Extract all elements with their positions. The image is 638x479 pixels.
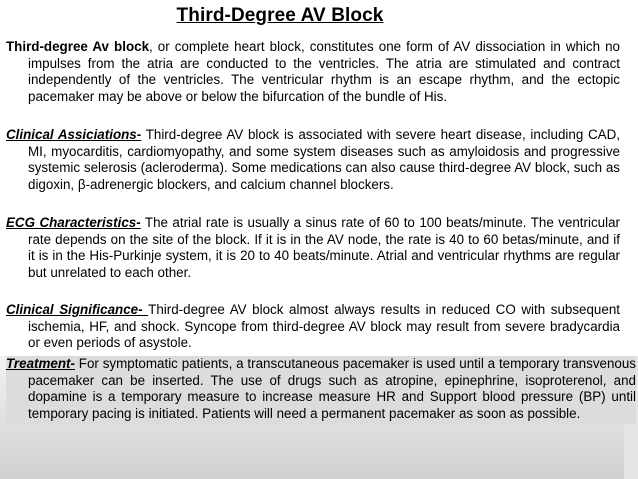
paragraph-heading: ECG Characteristics-	[6, 215, 141, 230]
paragraph-text: Third-degree AV block almost always results in reduced CO with subsequent ischemia, HF, and shock. Syncope from third-degree AV block may result from severe bradycardia or even periods of asystole.	[28, 302, 620, 351]
page-title: Third-Degree AV Block	[176, 5, 384, 26]
paragraph-heading: Treatment-	[6, 356, 75, 371]
paragraph-text: , or complete heart block, constitutes one form of AV dissociation in which no impulses from the atria are conducted to the ventricles. The atria are stimulated and contract independently of the ventricles. The ventricular rhythm is an escape rhythm, and the ectopic pacemaker may be above or below the bifurcation of the bundle of His.	[28, 39, 620, 104]
paragraph-ecg-characteristics	[6, 215, 620, 281]
paragraph-text: The atrial rate is usually a sinus rate of 60 to 100 beats/minute. The ventricular rate depends on the site of the block. If it is in the AV node, the rate is 40 to 60 betas/minute, and if it is in the His-Purkinje system, it is 20 to 40 beats/minute. Atrial and ventricular rhythms are regular but unrelated to each other.	[28, 215, 620, 280]
paragraph-heading: Clinical Assiciations-	[6, 127, 142, 142]
paragraph-clinical-significance	[6, 302, 620, 352]
paragraph-treatment	[6, 356, 636, 424]
paragraph-definition	[6, 39, 620, 105]
paragraph-clinical-associations	[6, 127, 620, 193]
paragraph-heading: Clinical Significance-	[6, 302, 149, 317]
paragraph-text: Third-degree AV block is associated with severe heart disease, including CAD, MI, myocarditis, cardiomyopathy, and some system diseases such as amyloidosis and progressive systemic selerosis (acleroderma). Some medications can also cause third-degree AV block, such as digoxin, β-adrenergic blockers, and calcium channel blockers.	[28, 127, 621, 192]
paragraph-heading: Third-degree Av block	[6, 39, 150, 54]
paragraph-text: For symptomatic patients, a transcutaneous pacemaker is used until a temporary transvenous pacemaker can be inserted. The use of drugs such as atropine, epinephrine, isoproterenol, and dopamine is a temporary measure to increase measure HR and Support blood pressure (BP) until temporary pacing is initiated. Patients will need a permanent pacemaker as soon as possible.	[28, 356, 636, 421]
